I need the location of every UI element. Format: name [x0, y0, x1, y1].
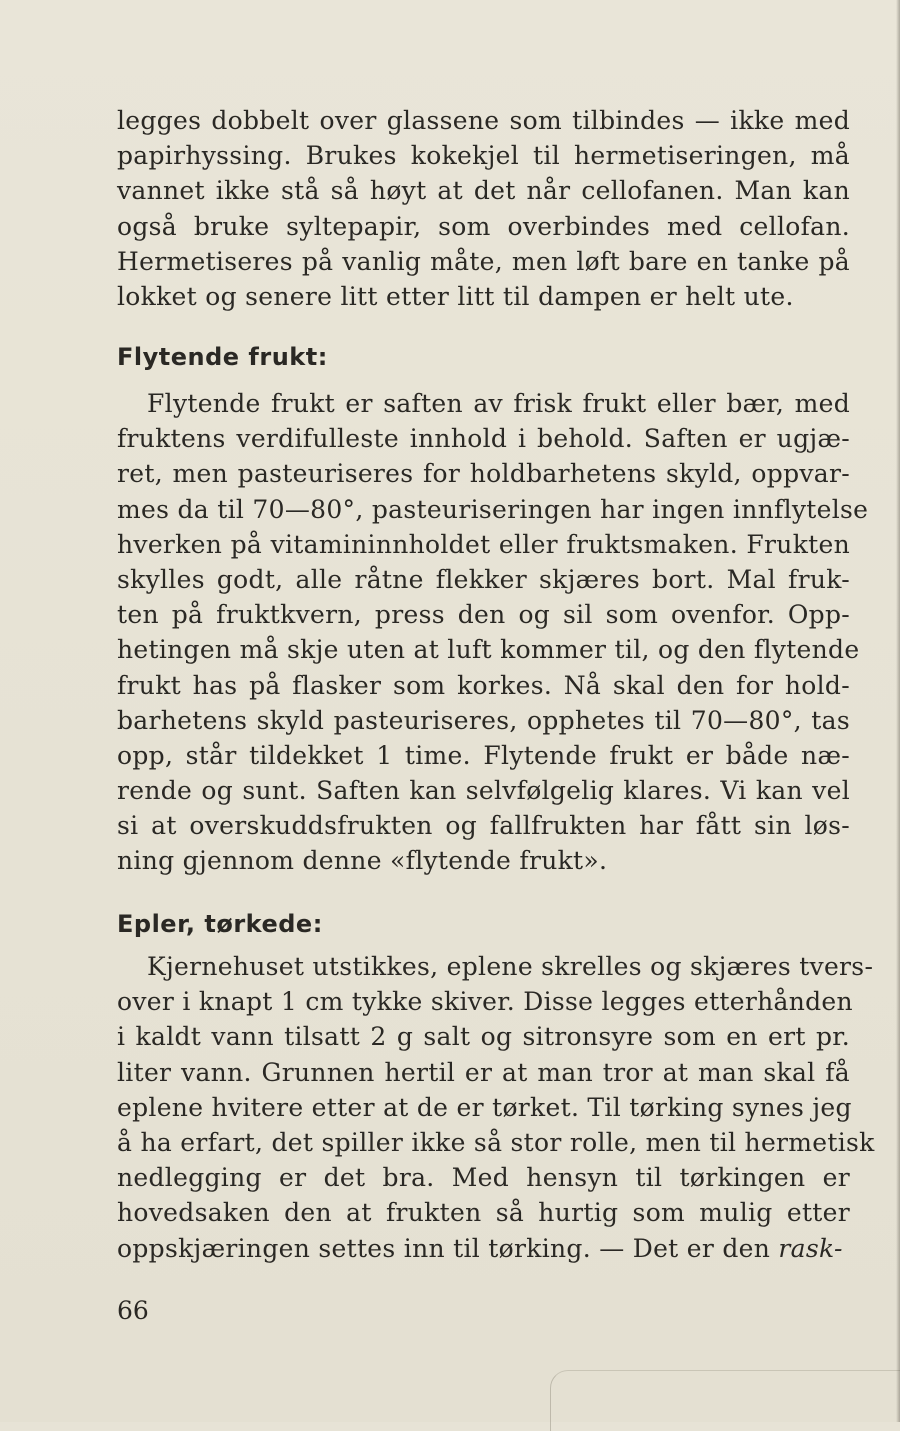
section-heading-epler-torkede: Epler, tørkede:	[117, 910, 323, 938]
text-line: nedlegging er det bra. Med hensyn til tørkingen er	[117, 1163, 850, 1193]
text-line: opp, står tildekket 1 time. Flytende frukt er både næ-	[117, 740, 850, 770]
text-line: papirhyssing. Brukes kokekjel til hermetiseringen, må	[117, 141, 850, 171]
text-line: frukt has på flasker som korkes. Nå skal den for hold-	[117, 670, 850, 700]
text-line: hverken på vitamininnholdet eller fruktsmaken. Frukten	[117, 529, 850, 559]
text-line: skylles godt, alle råtne flekker skjæres bort. Mal fruk-	[117, 564, 850, 594]
paragraph-continuation	[117, 103, 850, 314]
text-line: hetingen må skje uten at luft kommer til, og den flytende	[117, 635, 860, 665]
text-line: mes da til 70—80°, pasteuriseringen har ingen innflytelse	[117, 494, 869, 524]
page-number: 66	[117, 1296, 149, 1325]
paragraph-epler-torkede	[117, 949, 875, 1266]
text-line: også bruke syltepapir, som overbindes med cellofan.	[117, 211, 850, 241]
text-line: fruktens verdifulleste innhold i behold. Saften er ugjæ-	[117, 424, 850, 454]
text-line-final	[117, 1231, 850, 1266]
text-line: hovedsaken den at frukten så hurtig som mulig etter	[117, 1198, 850, 1228]
text-line: lokket og senere litt etter litt til dampen er helt ute.	[117, 281, 794, 311]
text-line: liter vann. Grunnen hertil er at man tror at man skal få	[117, 1057, 850, 1087]
text-line: ten på fruktkvern, press den og sil som ovenfor. Opp-	[117, 600, 850, 630]
text-line: rende og sunt. Saften kan selvfølgelig klares. Vi kan vel	[117, 776, 850, 806]
text-line: i kaldt vann tilsatt 2 g salt og sitronsyre som en ert pr.	[117, 1022, 850, 1052]
text-line: eplene hvitere etter at de er tørket. Til tørking synes jeg	[117, 1092, 852, 1122]
text-line: ning gjennom denne «flytende frukt».	[117, 846, 608, 876]
text-line: Kjernehuset utstikkes, eplene skrelles og skjæres tvers-	[147, 952, 874, 981]
text-line: Hermetiseres på vanlig måte, men løft bare en tanke på	[117, 246, 850, 276]
text-line: Flytende frukt er saften av frisk frukt eller bær, med	[147, 389, 850, 418]
text-line-main: oppskjæringen settes inn til tørking. — Det er den	[117, 1233, 771, 1263]
paragraph-flytende-frukt	[117, 386, 869, 879]
text-line: ret, men pasteuriseres for holdbarhetens skyld, oppvar-	[117, 459, 850, 489]
text-line: si at overskuddsfrukten og fallfrukten har fått sin løs-	[117, 811, 850, 841]
text-line: over i knapt 1 cm tykke skiver. Disse legges etterhånden	[117, 987, 853, 1017]
text-line: barhetens skyld pasteuriseres, opphetes til 70—80°, tas	[117, 705, 850, 735]
text-line: å ha erfart, det spiller ikke så stor rolle, men til hermetisk	[117, 1127, 875, 1157]
text-line-italic-hyphen: rask-	[778, 1233, 843, 1263]
text-line: legges dobbelt over glassene som tilbindes — ikke med	[117, 106, 850, 135]
section-heading-flytende-frukt: Flytende frukt:	[117, 343, 328, 371]
page-edge-shadow	[896, 0, 900, 1422]
text-line: vannet ikke stå så høyt at det når cellofanen. Man kan	[117, 176, 850, 206]
